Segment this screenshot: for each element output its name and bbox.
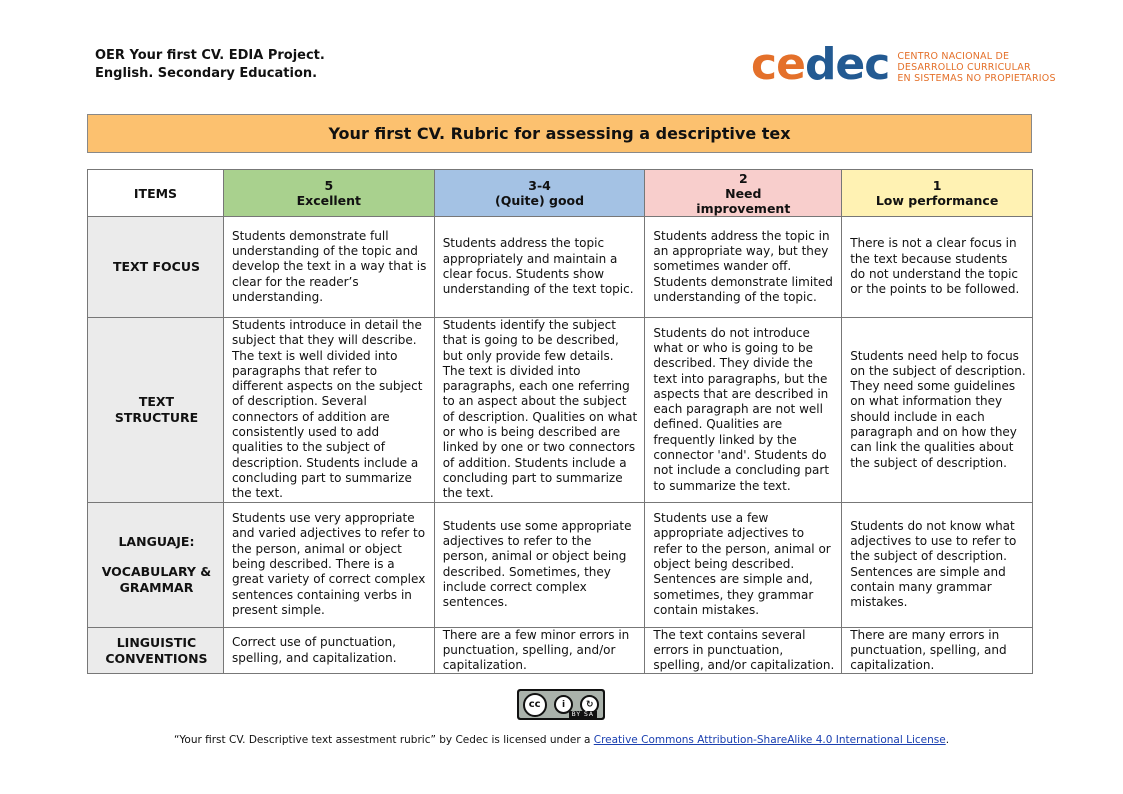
cell-language-need-improvement: Students use a few appropriate adjectives to refer to the person, animal or object being described. Sentences are simple and, sometimes, they grammar contain mistakes. <box>645 502 842 627</box>
table-row-text-structure <box>88 318 1033 503</box>
cell-text-focus-low: There is not a clear focus in the text because students do not understand the topic or the points to be followed. <box>842 217 1033 318</box>
header-low-score: 1 <box>932 178 942 193</box>
row-label-text-structure: TEXT STRUCTURE <box>88 318 224 503</box>
rubric-title: Your first CV. Rubric for assessing a descriptive tex <box>87 114 1032 153</box>
license-notice <box>0 734 1123 746</box>
rubric-table <box>87 169 1033 674</box>
attribution-icon: i <box>554 695 573 714</box>
cell-text-focus-good: Students address the topic appropriately and maintain a clear focus. Students show understanding of the text topic. <box>434 217 645 318</box>
header-need-improvement-score: 2 <box>738 170 748 186</box>
table-row-text-focus <box>88 217 1033 318</box>
cell-text-structure-good: Students identify the subject that is going to be described, but only provide few details. The text is divided into paragraphs, each one referring to an aspect about the subject of description. Qualities on what or who is being described are linked by one or two connectors of addition. Students include a concluding part to summarize the text. <box>434 318 645 503</box>
cc-badge-labels: BY SA <box>569 711 597 718</box>
header-good-label: (Quite) good <box>494 193 585 208</box>
row-label-language <box>88 502 224 627</box>
row-label-text-focus: TEXT FOCUS <box>88 217 224 318</box>
header-line-2: English. Secondary Education. <box>95 66 318 81</box>
logo-subtitle <box>897 51 1055 84</box>
cell-language-good: Students use some appropriate adjectives to refer to the person, animal or object being described. Sometimes, they include correct complex sentences. <box>434 502 645 627</box>
row-label-language-line-2: VOCABULARY & GRAMMAR <box>101 564 212 595</box>
license-link[interactable]: Creative Commons Attribution-ShareAlike 4.0 International License <box>593 734 946 746</box>
header-row <box>88 170 1033 217</box>
cell-text-structure-need-improvement: Students do not introduce what or who is going to be described. They divide the text into paragraphs, but the aspects that are described in each paragraph are not well defined. Qualities are frequently linked by the connector 'and'. Students do not include a concluding part to summarize the text. <box>645 318 842 503</box>
cc-badge-inner <box>519 691 603 718</box>
logo-wordmark <box>751 41 889 89</box>
cell-conventions-need-improvement: The text contains several errors in punctuation, spelling, and/or capitalization. <box>645 627 842 674</box>
cell-language-excellent: Students use very appropriate and varied adjectives to refer to the person, animal or object being described. There is a great variety of correct complex sentences containing verbs in present simple. <box>223 502 434 627</box>
cell-conventions-excellent: Correct use of punctuation, spelling, and capitalization. <box>223 627 434 674</box>
header-line-1: OER Your first CV. EDIA Project. <box>95 48 325 63</box>
cedec-logo <box>751 41 1056 89</box>
header-need-improvement <box>645 170 842 217</box>
cell-conventions-good: There are a few minor errors in punctuation, spelling, and/or capitalization. <box>434 627 645 674</box>
cc-by-sa-badge[interactable] <box>517 689 605 720</box>
cell-text-focus-excellent: Students demonstrate full understanding of the topic and develop the text in a way that is clear for the reader’s understanding. <box>223 217 434 318</box>
row-label-linguistic-conventions: LINGUISTIC CONVENTIONS <box>88 627 224 674</box>
license-prefix: “Your first CV. Descriptive text assestment rubric” by Cedec is licensed under a <box>173 734 594 746</box>
header-low-performance <box>842 170 1033 217</box>
cell-text-focus-need-improvement: Students address the topic in an appropriate way, but they sometimes wander off. Students demonstrate limited understanding of the topic. <box>645 217 842 318</box>
logo-subtitle-line-1: CENTRO NACIONAL DE <box>897 50 1010 62</box>
row-label-language-line-1: LANGUAJE: <box>118 534 195 550</box>
cc-icon: cc <box>523 693 547 717</box>
header-low-label: Low performance <box>875 193 999 208</box>
cell-language-low: Students do not know what adjectives to use to refer to the subject of description. Sentences are simple and contain many grammar mistakes. <box>842 502 1033 627</box>
header-good-score: 3-4 <box>528 178 551 193</box>
cell-conventions-low: There are many errors in punctuation, spelling, and capitalization. <box>842 627 1033 674</box>
table-row-linguistic-conventions <box>88 627 1033 674</box>
header-excellent-label: Excellent <box>296 193 362 208</box>
header-items: ITEMS <box>88 170 224 217</box>
cell-text-structure-low: Students need help to focus on the subject of description. They need some guidelines on what information they should include in each paragraph and on how they can link the qualities about the subject of description. <box>842 318 1033 503</box>
share-alike-icon: ↻ <box>580 695 599 714</box>
logo-wordmark-part-2: dec <box>804 39 890 90</box>
logo-subtitle-line-2: DESARROLLO CURRICULAR <box>897 61 1031 73</box>
logo-wordmark-part-1: ce <box>751 39 805 90</box>
header-excellent-score: 5 <box>324 178 334 193</box>
document-header <box>95 47 325 83</box>
header-need-improvement-label-2: improvement <box>696 200 791 216</box>
license-suffix: . <box>945 734 950 746</box>
header-excellent <box>223 170 434 217</box>
header-good <box>434 170 645 217</box>
cell-text-structure-excellent: Students introduce in detail the subject that they will describe. The text is well divided into paragraphs that refer to different aspects on the subject of description. Several connectors of addition are consistently used to add qualities to the subject of description. Students include a concluding part to summarize the text. <box>223 318 434 503</box>
header-need-improvement-label-1: Need <box>725 185 762 201</box>
logo-subtitle-line-3: EN SISTEMAS NO PROPIETARIOS <box>897 72 1056 84</box>
table-row-language <box>88 502 1033 627</box>
